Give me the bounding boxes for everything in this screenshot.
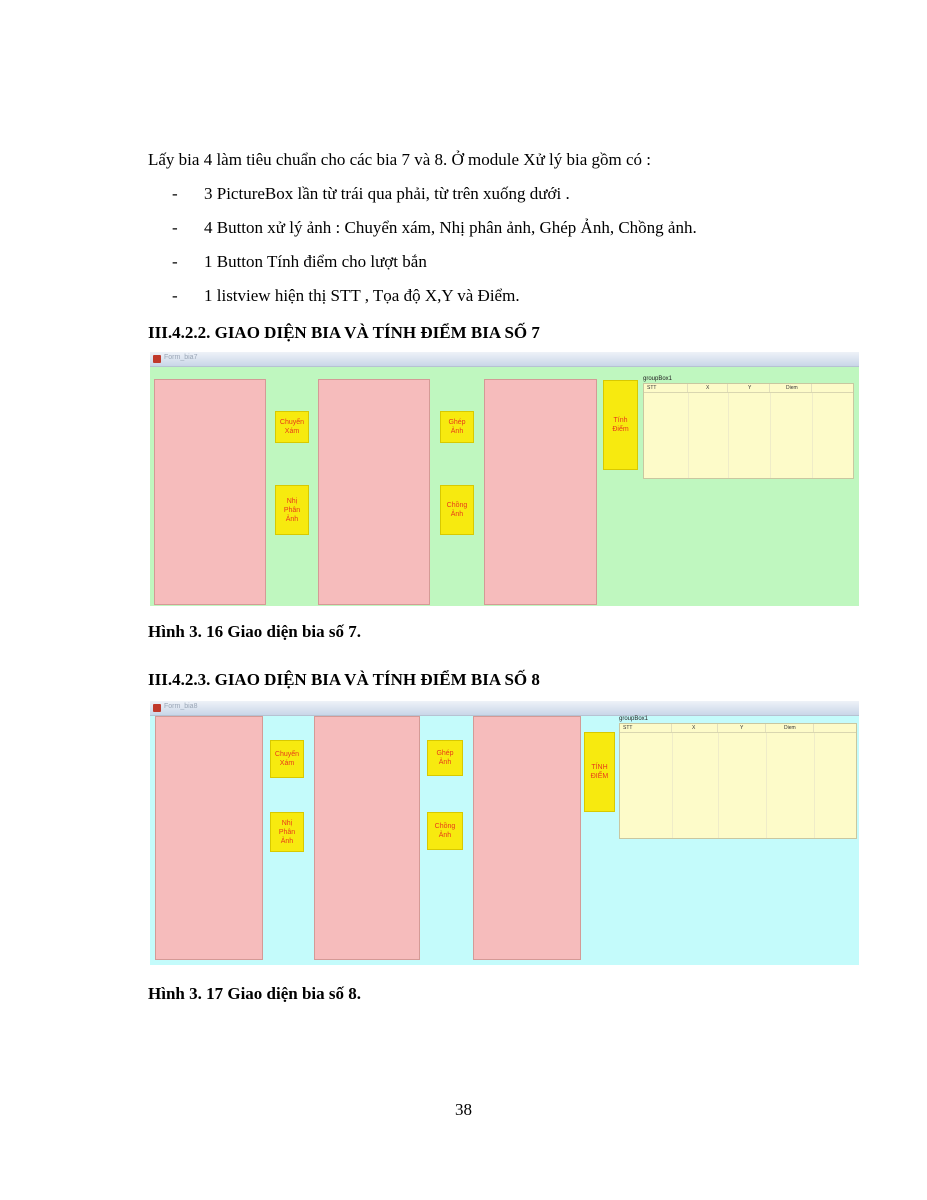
button-label: Ảnh	[450, 511, 464, 518]
list-item	[172, 184, 697, 218]
listview-header	[620, 724, 856, 733]
window-title: Form_bia8	[164, 703, 198, 710]
button-label: Chuyển	[274, 751, 300, 758]
column-header-stt[interactable]: STT	[620, 724, 672, 732]
picturebox-3	[484, 379, 597, 605]
window-titlebar	[150, 701, 859, 716]
nhi-phan-anh-button[interactable]	[275, 485, 309, 535]
button-label: Phân	[283, 506, 301, 514]
button-label: Ảnh	[438, 759, 452, 766]
results-listview[interactable]	[643, 383, 854, 479]
column-divider	[770, 393, 771, 478]
button-label: Nhị	[286, 497, 298, 505]
column-header-y[interactable]: Y	[728, 384, 770, 392]
bullet-dash: -	[172, 184, 178, 203]
button-label: Ghép	[436, 750, 454, 757]
form-client-area	[150, 716, 859, 965]
column-header-y[interactable]: Y	[718, 724, 766, 732]
column-divider	[814, 733, 815, 838]
column-divider	[812, 393, 813, 478]
window-title: Form_bia7	[164, 354, 198, 361]
nhi-phan-anh-button[interactable]	[270, 812, 304, 852]
list-item	[172, 252, 697, 286]
button-label: Ảnh	[285, 515, 299, 523]
picturebox-2	[314, 716, 420, 960]
button-label: Điểm	[612, 426, 629, 433]
column-header-x[interactable]: X	[688, 384, 728, 392]
results-listview[interactable]	[619, 723, 857, 839]
column-header-diem[interactable]: Diem	[770, 384, 812, 392]
picturebox-1	[154, 379, 266, 605]
app-icon	[153, 355, 161, 363]
ghep-anh-button[interactable]	[440, 411, 474, 443]
page-number: 38	[455, 1100, 472, 1119]
button-label: Chồng	[446, 502, 468, 509]
button-label: TÍNH	[591, 764, 608, 771]
tinh-diem-button[interactable]	[603, 380, 638, 470]
section-heading-bia8: III.4.2.3. GIAO DIỆN BIA VÀ TÍNH ĐIỂM BIA SỐ 8	[148, 670, 540, 689]
intro-paragraph: Lấy bia 4 làm tiêu chuẩn cho các bia 7 và 8. Ở module Xử lý bia gồm có :	[148, 150, 652, 169]
list-item-text: 4 Button xử lý ảnh : Chuyển xám, Nhị phân ảnh, Ghép Ảnh, Chồng ảnh.	[204, 218, 697, 237]
chong-anh-button[interactable]	[440, 485, 474, 535]
form-client-area	[150, 367, 859, 606]
picturebox-2	[318, 379, 430, 605]
list-item-text: 1 listview hiện thị STT , Tọa độ X,Y và Điểm.	[204, 286, 520, 305]
button-label: Nhị	[281, 819, 293, 827]
figure-caption-bia8: Hình 3. 17 Giao diện bia số 8.	[148, 984, 362, 1003]
button-label: Xám	[279, 760, 295, 767]
button-label: Ảnh	[438, 832, 452, 839]
bullet-dash: -	[172, 218, 178, 237]
picturebox-3	[473, 716, 581, 960]
picturebox-1	[155, 716, 263, 960]
ghep-anh-button[interactable]	[427, 740, 463, 776]
groupbox-label: groupBox1	[619, 716, 649, 722]
button-label: Ghép	[448, 419, 466, 426]
screenshot-bia7	[150, 352, 859, 606]
button-label: Ảnh	[450, 428, 464, 435]
column-divider	[688, 393, 689, 478]
chuyen-xam-button[interactable]	[275, 411, 309, 443]
groupbox-label: groupBox1	[643, 376, 673, 382]
list-item	[172, 286, 697, 320]
screenshot-bia8	[150, 701, 859, 965]
button-label: Phân	[278, 828, 296, 836]
figure-caption-bia7: Hình 3. 16 Giao diện bia số 7.	[148, 622, 362, 641]
column-header-stt[interactable]: STT	[644, 384, 688, 392]
section-heading-bia7: III.4.2.2. GIAO DIỆN BIA VÀ TÍNH ĐIỂM BIA SỐ 7	[148, 323, 540, 342]
window-titlebar	[150, 352, 859, 367]
groupbox	[619, 716, 857, 840]
bullet-dash: -	[172, 286, 178, 305]
button-label: Chồng	[434, 823, 456, 830]
listview-header	[644, 384, 853, 393]
column-header-x[interactable]: X	[672, 724, 718, 732]
chuyen-xam-button[interactable]	[270, 740, 304, 778]
button-label: Xám	[284, 428, 300, 435]
column-divider	[718, 733, 719, 838]
list-item-text: 3 PictureBox lần từ trái qua phải, từ trên xuống dưới .	[204, 184, 570, 203]
button-label: Ảnh	[280, 837, 294, 845]
column-divider	[728, 393, 729, 478]
list-item-text: 1 Button Tính điểm cho lượt bắn	[204, 252, 427, 271]
groupbox	[643, 376, 854, 480]
list-item	[172, 218, 697, 252]
tinh-diem-button[interactable]	[584, 732, 615, 812]
app-icon	[153, 704, 161, 712]
chong-anh-button[interactable]	[427, 812, 463, 850]
button-label: Chuyển	[279, 419, 305, 426]
button-label: ĐIỂM	[590, 773, 609, 780]
bullet-dash: -	[172, 252, 178, 271]
column-divider	[672, 733, 673, 838]
column-header-diem[interactable]: Diem	[766, 724, 814, 732]
button-label: Tính	[613, 417, 628, 424]
component-list	[172, 184, 697, 320]
column-divider	[766, 733, 767, 838]
